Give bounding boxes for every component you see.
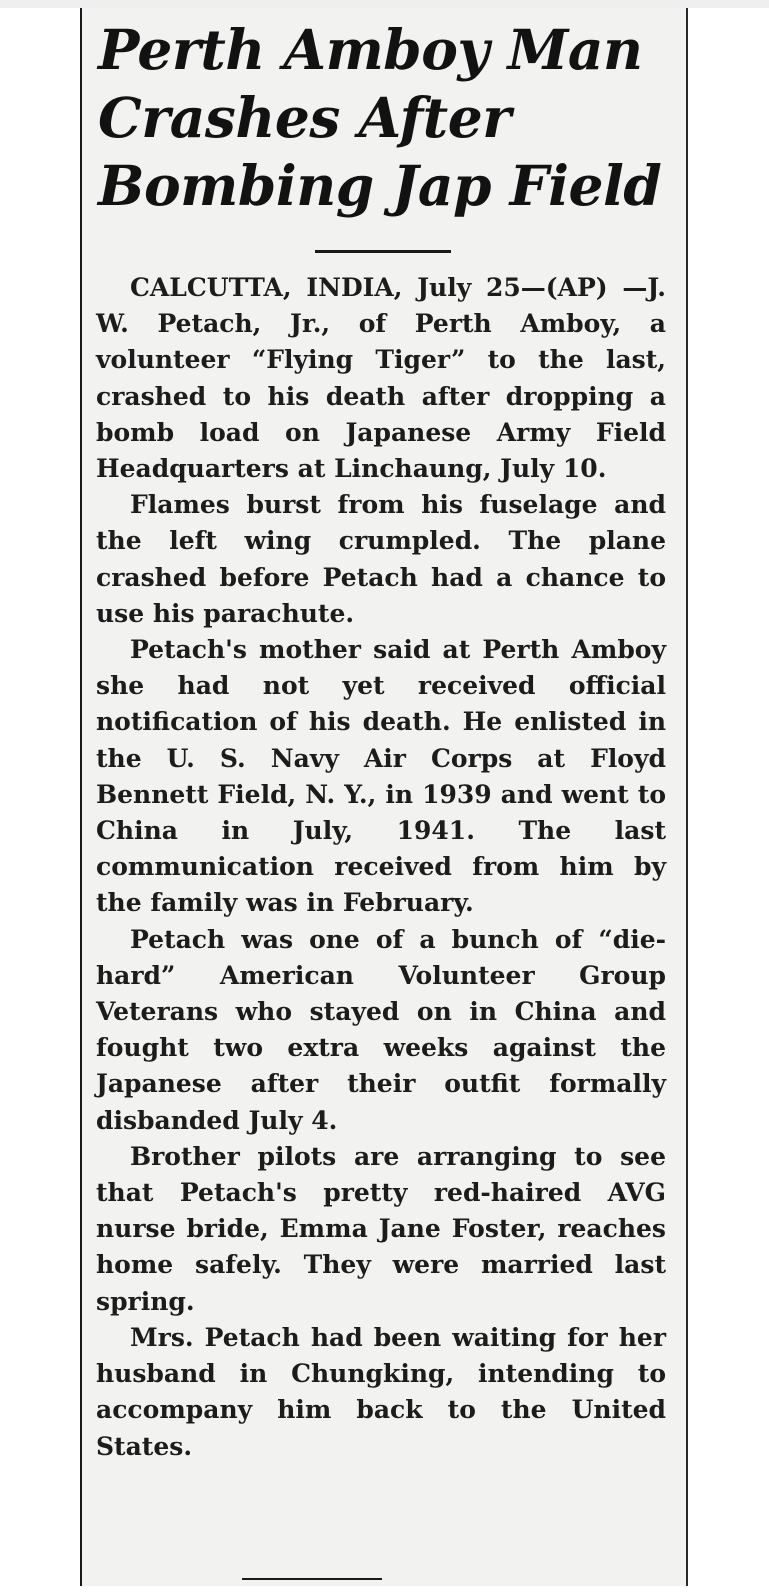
headline xyxy=(98,16,678,220)
headline-line-1: Perth Amboy Man xyxy=(98,17,643,82)
paragraph-dateline: CALCUTTA, INDIA, July 25—(AP) —J. W. Petach, Jr., of Perth Amboy, a volunteer “Flying Tiger” to the last, crashed to his death after dropping a bomb load on Japanese Army Field Headquarters at Linchaung, July 10. xyxy=(96,273,666,484)
paragraph-mrs-petach: Mrs. Petach had been waiting for her husband in Chungking, intending to accompany him back to the United States. xyxy=(96,1322,666,1461)
page-top-strip xyxy=(0,0,769,8)
paragraph-crash: Flames burst from his fuselage and the left wing crumpled. The plane crashed before Petach had a chance to use his parachute. xyxy=(96,490,666,628)
paragraph-die-hard: Petach was one of a bunch of “die-hard” American Volunteer Group Veterans who stayed on in China and fought two extra weeks against the Japanese after their outfit formally disbanded July 4. xyxy=(96,924,666,1135)
article-body xyxy=(96,270,666,1465)
paragraph-bride: Brother pilots are arranging to see that Petach's pretty red-haired AVG nurse bride, Emma Jane Foster, reaches home safely. They were married last spring. xyxy=(96,1141,666,1316)
end-divider xyxy=(242,1578,382,1580)
newspaper-clipping xyxy=(80,8,688,1586)
headline-line-3: Bombing Jap Field xyxy=(98,153,662,218)
headline-line-2: Crashes After xyxy=(98,85,511,150)
headline-divider xyxy=(315,250,451,253)
paragraph-mother: Petach's mother said at Perth Amboy she had not yet received official notification of his death. He enlisted in the U. S. Navy Air Corps at Floyd Bennett Field, N. Y., in 1939 and went to China in July, 1941. The last communication received from him by the family was in February. xyxy=(96,635,666,918)
